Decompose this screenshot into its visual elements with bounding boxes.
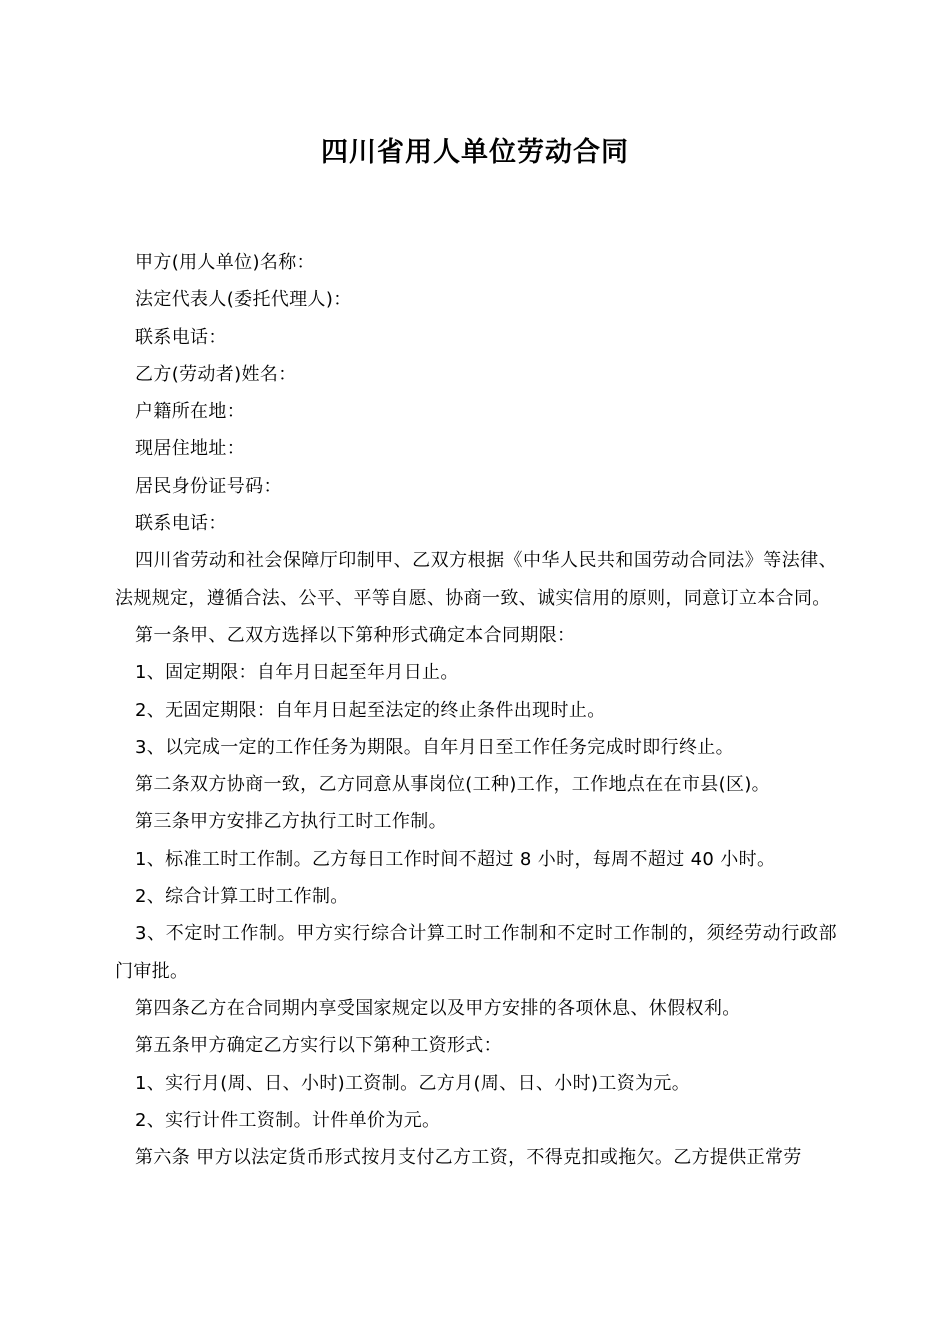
article-3-item-3: 3、不定时工作制。甲方实行综合计算工时工作制和不定时工作制的，须经劳动行政部门审批。 <box>115 923 837 982</box>
article-5: 第五条甲方确定乙方实行以下第种工资形式： <box>135 1035 502 1057</box>
article-3-item-2: 2、综合计算工时工作制。 <box>135 886 349 908</box>
field-employer-phone: 联系电话： <box>135 326 227 348</box>
preamble-paragraph: 四川省劳动和社会保障厅印制甲、乙双方根据《中华人民共和国劳动合同法》等法律、法规规定，遵循合法、公平、平等自愿、协商一致、诚实信用的原则，同意订立本合同。 <box>115 550 837 609</box>
article-1-item-3: 3、以完成一定的工作任务为期限。自年月日至工作任务完成时即行终止。 <box>135 736 734 758</box>
article-3-item-1: 1、标准工时工作制。乙方每日工作时间不超过 8 小时，每周不超过 40 小时。 <box>135 848 776 870</box>
article-5-item-1: 1、实行月(周、日、小时)工资制。乙方月(周、日、小时)工资为元。 <box>135 1072 691 1094</box>
document-body <box>115 244 837 1176</box>
field-id-number: 居民身份证号码： <box>135 475 282 497</box>
field-current-address: 现居住地址： <box>135 438 246 460</box>
article-3: 第三条甲方安排乙方执行工时工作制。 <box>135 811 447 833</box>
article-1-item-1: 1、固定期限：自年月日起至年月日止。 <box>135 662 459 684</box>
article-5-item-2: 2、实行计件工资制。计件单价为元。 <box>135 1109 441 1131</box>
field-employee-phone: 联系电话： <box>135 513 227 535</box>
field-employee-name: 乙方(劳动者)姓名： <box>135 363 297 385</box>
article-2: 第二条双方协商一致，乙方同意从事岗位(工种)工作，工作地点在在市县(区)。 <box>135 774 771 796</box>
field-employer-name: 甲方(用人单位)名称： <box>135 252 315 273</box>
article-1: 第一条甲、乙双方选择以下第种形式确定本合同期限： <box>135 624 576 646</box>
field-legal-representative: 法定代表人(委托代理人)： <box>135 289 352 311</box>
article-6: 第六条 甲方以法定货币形式按月支付乙方工资，不得克扣或拖欠。乙方提供正常劳 <box>135 1147 802 1169</box>
article-1-item-2: 2、无固定期限：自年月日起至法定的终止条件出现时止。 <box>135 699 606 721</box>
field-household-registration: 户籍所在地： <box>135 401 246 423</box>
article-4: 第四条乙方在合同期内享受国家规定以及甲方安排的各项休息、休假权利。 <box>135 997 741 1019</box>
document-title: 四川省用人单位劳动合同 <box>321 137 629 168</box>
